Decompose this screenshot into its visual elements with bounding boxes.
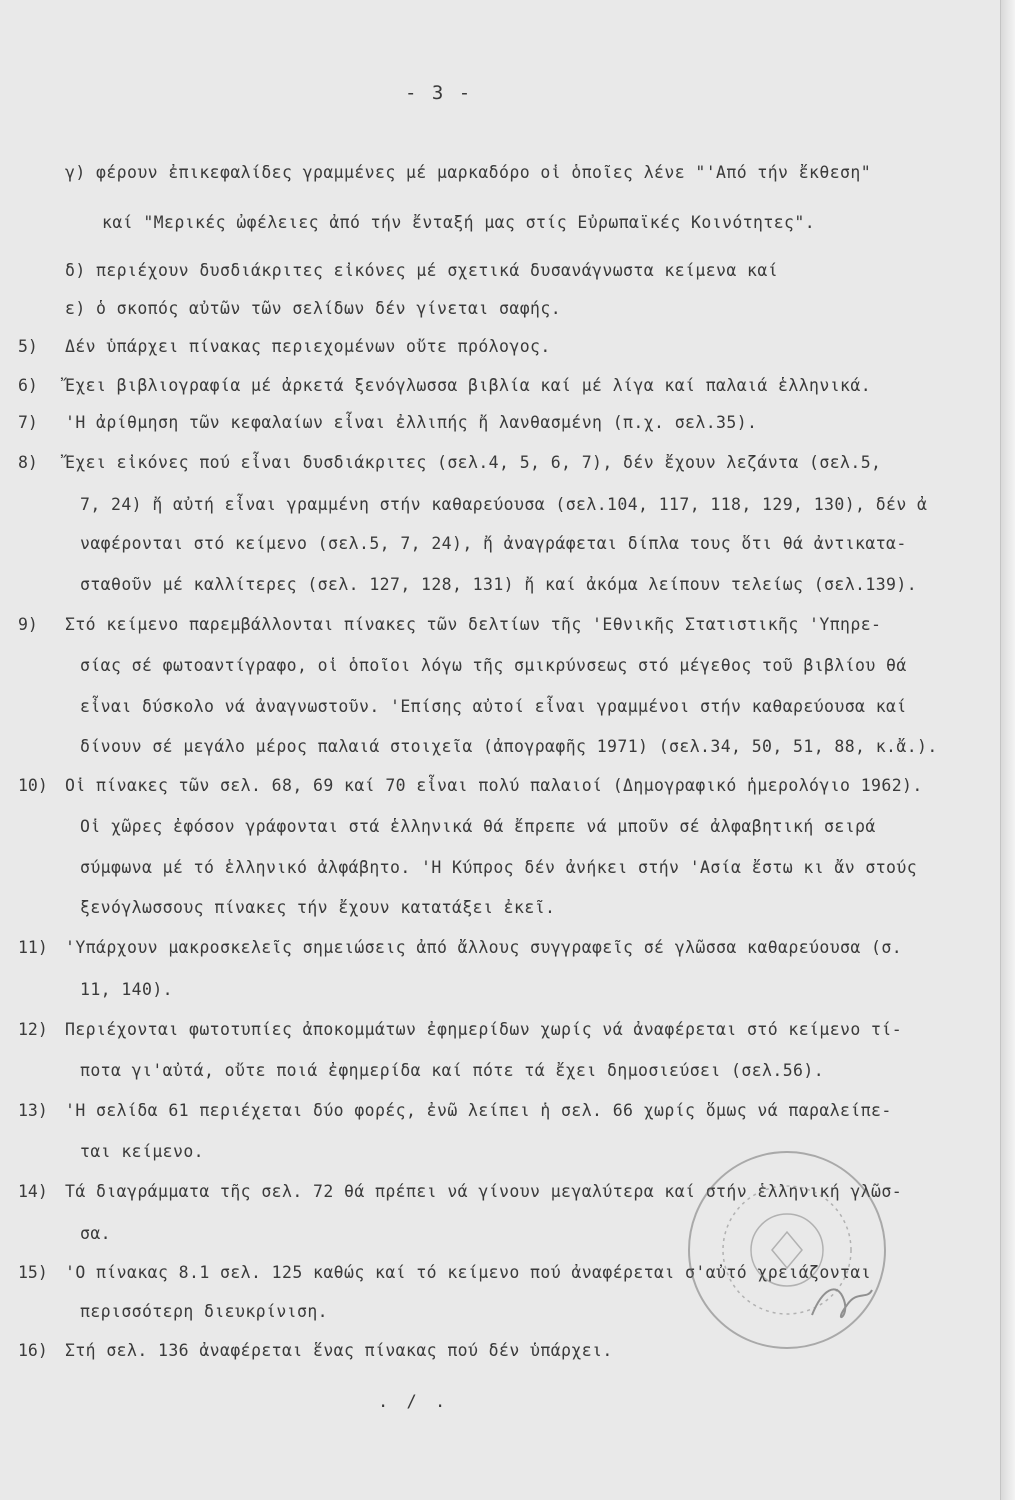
text-line: σταθοῦν μέ καλλίτερες (σελ. 127, 128, 131) ἤ καί ἀκόμα λείπουν τελείως (σελ.139). — [80, 575, 918, 594]
text-line: σίας σέ φωτοαντίγραφο, οἱ ὁποῖοι λόγω τῆς σμικρύνσεως στό μέγεθος τοῦ βιβλίου θά — [80, 656, 907, 675]
text-line: καί "Μερικές ὠφέλειες ἀπό τήν ἔνταξή μας στίς Εὐρωπαϊκές Κοινότητες". — [102, 213, 816, 232]
item-number: 6) — [18, 376, 38, 395]
text-line: σα. — [80, 1224, 112, 1243]
text-line: Στό κείμενο παρεμβάλλονται πίνακες τῶν δελτίων τῆς 'Εθνικῆς Στατιστικῆς 'Υπηρε- — [65, 615, 882, 634]
text-line: Δέν ὑπάρχει πίνακας περιεχομένων οὔτε πρόλογος. — [65, 337, 551, 356]
item-number: 16) — [18, 1341, 48, 1360]
text-line: Οἱ χῶρες ἐφόσον γράφονται στά ἑλληνικά θά ἔπρεπε νά μποῦν σέ ἀλφαβητική σειρά — [80, 817, 876, 836]
item-number: 9) — [18, 615, 38, 634]
text-line: δίνουν σέ μεγάλο μέρος παλαιά στοιχεῖα (ἀπογραφῆς 1971) (σελ.34, 50, 51, 88, κ.ἄ.). — [80, 737, 938, 756]
text-line: Στή σελ. 136 ἀναφέρεται ἕνας πίνακας πού δέν ὑπάρχει. — [65, 1341, 613, 1360]
text-line: σύμφωνα μέ τό ἑλληνικό ἀλφάβητο. 'Η Κύπρος δέν ἀνήκει στήν 'Ασία ἔστω κι ἄν στούς — [80, 858, 918, 877]
item-number: 11) — [18, 938, 48, 957]
text-line: 'Η σελίδα 61 περιέχεται δύο φορές, ἐνῶ λείπει ἡ σελ. 66 χωρίς ὅμως νά παραλείπε- — [65, 1101, 892, 1120]
text-line: ναφέρονται στό κείμενο (σελ.5, 7, 24), ἤ ἀναγράφεται δίπλα τους ὅτι θά ἀντικατα- — [80, 534, 907, 553]
text-line: ται κείμενο. — [80, 1142, 205, 1161]
text-line: Τά διαγράμματα τῆς σελ. 72 θά πρέπει νά γίνουν μεγαλύτερα καί στήν ἑλληνική γλῶσ- — [65, 1182, 903, 1201]
official-seal-stamp — [672, 1140, 902, 1370]
text-line: 7, 24) ἤ αὐτή εἶναι γραμμένη στήν καθαρεύουσα (σελ.104, 117, 118, 129, 130), δέν ἀ — [80, 495, 928, 514]
text-line: δ) περιέχουν δυσδιάκριτες εἰκόνες μέ σχετικά δυσανάγνωστα κείμενα καί — [65, 261, 779, 280]
item-number: 5) — [18, 337, 38, 356]
text-line: ε) ὁ σκοπός αὐτῶν τῶν σελίδων δέν γίνεται σαφής. — [65, 299, 562, 318]
text-line: Οἱ πίνακες τῶν σελ. 68, 69 καί 70 εἶναι πολύ παλαιοί (Δημογραφικό ἡμερολόγιο 1962). — [65, 776, 923, 795]
text-line: Περιέχονται φωτοτυπίες ἀποκομμάτων ἐφημερίδων χωρίς νά ἀναφέρεται στό κείμενο τί- — [65, 1020, 903, 1039]
text-line: ξενόγλωσσους πίνακες τήν ἔχουν κατατάξει ἐκεῖ. — [80, 898, 556, 917]
text-line: Ἔχει εἰκόνες πού εἶναι δυσδιάκριτες (σελ.4, 5, 6, 7), δέν ἔχουν λεζάντα (σελ.5, — [65, 453, 882, 472]
item-number: 12) — [18, 1020, 48, 1039]
continuation-mark: . / . — [378, 1392, 450, 1412]
text-line: 11, 140). — [80, 980, 174, 999]
item-number: 14) — [18, 1182, 48, 1201]
text-line: 'Η ἀρίθμηση τῶν κεφαλαίων εἶναι ἐλλιπής ἤ λανθασμένη (π.χ. σελ.35). — [65, 413, 758, 432]
item-number: 15) — [18, 1263, 48, 1282]
text-line: 'Υπάρχουν μακροσκελεῖς σημειώσεις ἀπό ἄλλους συγγραφεῖς σέ γλῶσσα καθαρεύουσα (σ. — [65, 938, 903, 957]
text-line: 'Ο πίνακας 8.1 σελ. 125 καθώς καί τό κείμενο πού ἀναφέρεται σ'αὐτό χρειάζονται — [65, 1263, 872, 1282]
text-line: γ) φέρουν ἐπικεφαλίδες γραμμένες μέ μαρκαδόρο οἱ ὁποῖες λένε "'Από τήν ἔκθεση" — [65, 163, 872, 182]
page-edge — [1000, 0, 1015, 1500]
item-number: 10) — [18, 776, 48, 795]
page-number: - 3 - — [405, 82, 473, 104]
item-number: 8) — [18, 453, 38, 472]
item-number: 13) — [18, 1101, 48, 1120]
text-line: περισσότερη διευκρίνιση. — [80, 1302, 329, 1321]
text-line: εἶναι δύσκολο νά ἀναγνωστοῦν. 'Επίσης αὐτοί εἶναι γραμμένοι στήν καθαρεύουσα καί — [80, 697, 907, 716]
text-line: Ἔχει βιβλιογραφία μέ ἀρκετά ξενόγλωσσα βιβλία καί μέ λίγα καί παλαιά ἑλληνικά. — [65, 376, 872, 395]
text-line: ποτα γι'αὐτά, οὔτε ποιά ἐφημερίδα καί πότε τά ἔχει δημοσιεύσει (σελ.56). — [80, 1061, 825, 1080]
item-number: 7) — [18, 413, 38, 432]
